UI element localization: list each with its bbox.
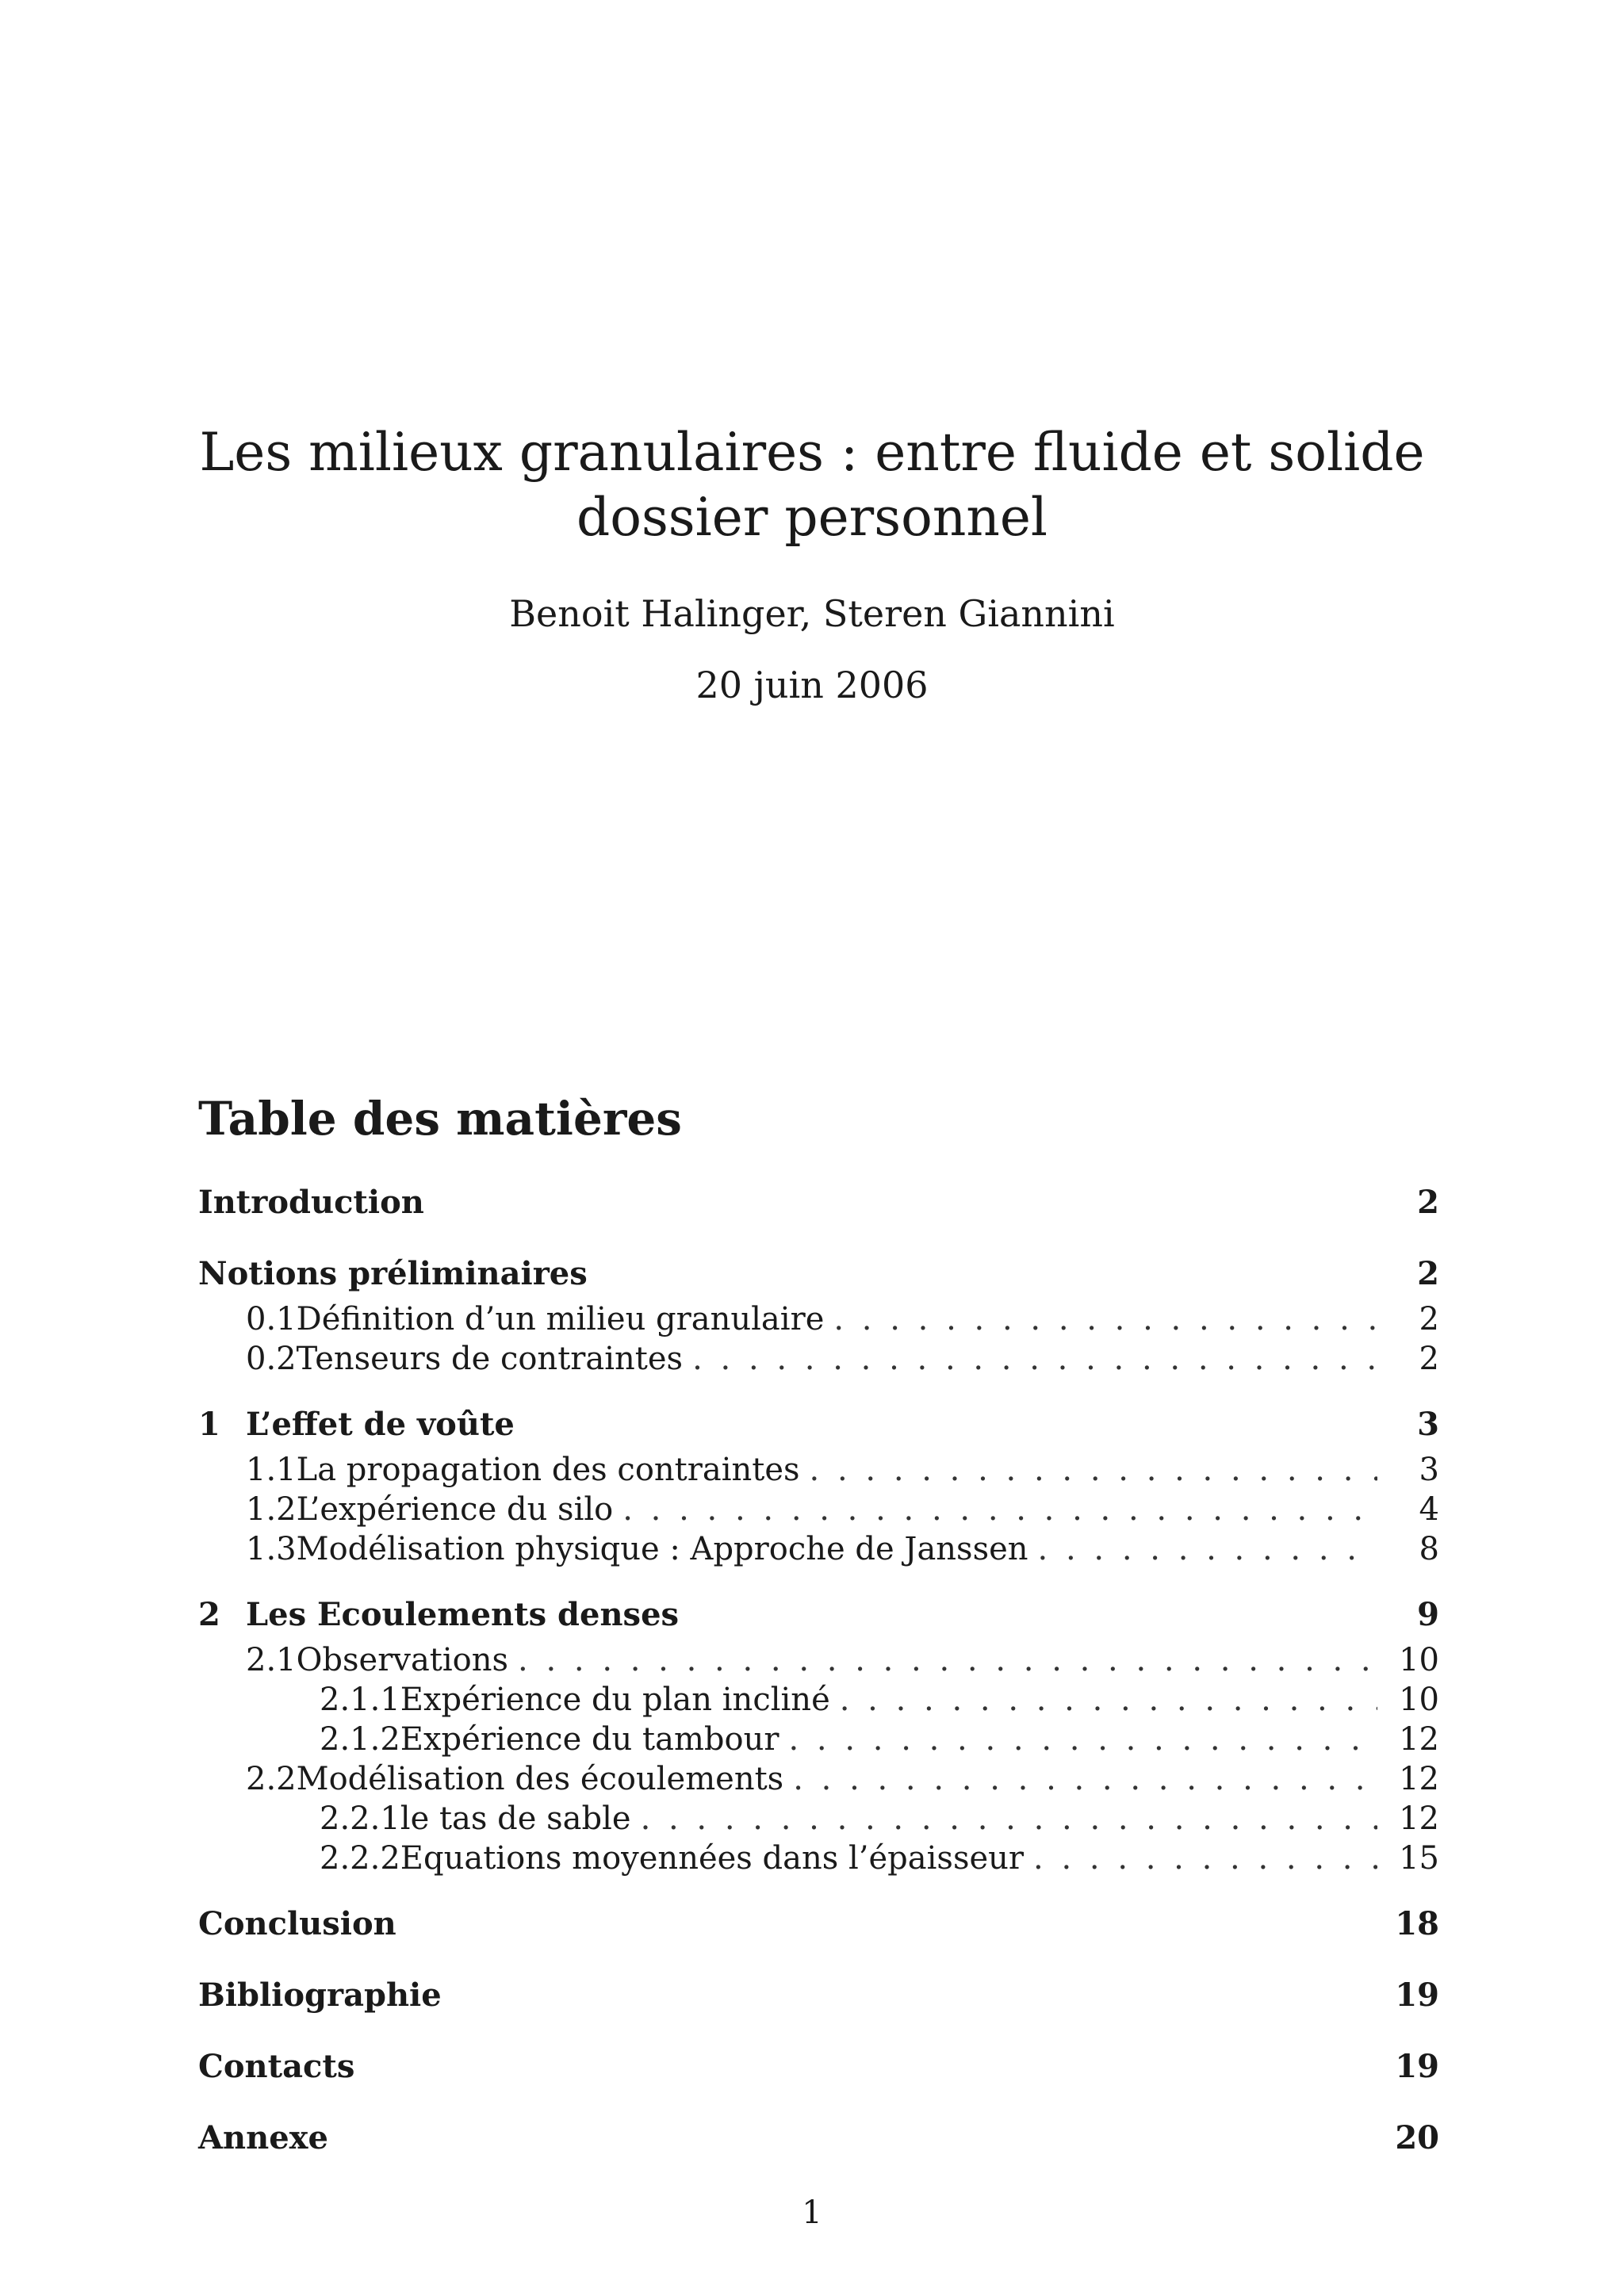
toc-entry-sec[interactable] xyxy=(198,1299,1439,1339)
toc-entry-number: 1.2 xyxy=(246,1491,297,1528)
toc-entry-number: 1.1 xyxy=(246,1452,297,1488)
page-number: 1 xyxy=(802,2195,822,2231)
toc-leader-dots xyxy=(622,1490,1377,1529)
toc-entry-page: 10 xyxy=(1399,1642,1439,1678)
toc-entry-page: 2 xyxy=(1417,1184,1439,1221)
toc-entry-page: 15 xyxy=(1399,1840,1439,1877)
toc-entry-label: Modélisation des écoulements xyxy=(296,1761,784,1797)
toc-entry-page: 19 xyxy=(1395,1976,1439,2014)
toc-leader-dots xyxy=(833,1299,1377,1339)
toc-entry-label: Tenseurs de contraintes xyxy=(296,1341,684,1377)
toc-entry-number: 2 xyxy=(198,1596,220,1633)
toc-entry-chapter[interactable] xyxy=(198,1970,1439,2021)
toc-entry-page: 19 xyxy=(1395,2048,1439,2085)
toc-entry-number: 1 xyxy=(198,1406,220,1443)
date: 20 juin 2006 xyxy=(695,664,929,706)
toc-entry-page: 12 xyxy=(1399,1721,1439,1758)
toc-entry-page: 12 xyxy=(1399,1800,1439,1837)
toc-entry-number: 0.2 xyxy=(246,1341,297,1377)
toc-entry-sec[interactable] xyxy=(198,1759,1439,1799)
toc-entry-chapter[interactable] xyxy=(198,1590,1439,1640)
toc-leader-dots xyxy=(840,1680,1377,1720)
document-title: Les milieux granulaires : entre fluide et solide xyxy=(199,422,1425,483)
toc-entry-chapter[interactable] xyxy=(198,2113,1439,2164)
toc-leader-dots xyxy=(1038,1529,1377,1569)
toc-entry-page: 2 xyxy=(1419,1341,1439,1377)
toc-entry-label: Expérience du tambour xyxy=(400,1721,779,1758)
toc-entry-chapter[interactable] xyxy=(198,1899,1439,1950)
toc-entry-subsec[interactable] xyxy=(198,1720,1439,1759)
toc-entry-sec[interactable] xyxy=(198,1640,1439,1680)
authors: Benoit Halinger, Steren Giannini xyxy=(509,592,1115,635)
toc-entry-label: Annexe xyxy=(198,2119,328,2156)
toc-entry-page: 3 xyxy=(1419,1452,1439,1488)
toc-entry-chapter[interactable] xyxy=(198,1177,1439,1228)
toc-entry-page: 8 xyxy=(1419,1531,1439,1567)
toc-entry-label: Observations xyxy=(296,1642,509,1678)
toc-entry-label: Modélisation physique : Approche de Janssen xyxy=(296,1531,1028,1567)
toc-entry-subsec[interactable] xyxy=(198,1799,1439,1839)
toc-entry-page: 4 xyxy=(1419,1491,1439,1528)
toc-entry-sec[interactable] xyxy=(198,1450,1439,1490)
toc-entry-number: 2.2.1 xyxy=(320,1800,400,1837)
toc-entry-sec[interactable] xyxy=(198,1529,1439,1569)
toc-entry-page: 12 xyxy=(1399,1761,1439,1797)
toc-entry-label: Introduction xyxy=(198,1184,424,1221)
toc-entry-page: 3 xyxy=(1417,1406,1439,1443)
toc-entry-label: Contacts xyxy=(198,2048,355,2085)
toc-entry-page: 10 xyxy=(1399,1682,1439,1718)
toc-entry-sec[interactable] xyxy=(198,1339,1439,1379)
toc-entry-number: 1.3 xyxy=(246,1531,297,1567)
toc-leader-dots xyxy=(793,1759,1377,1799)
toc-entry-label: le tas de sable xyxy=(400,1800,631,1837)
toc-leader-dots xyxy=(518,1640,1377,1680)
toc-entry-label: La propagation des contraintes xyxy=(296,1452,800,1488)
toc-entry-number: 2.1.2 xyxy=(320,1721,400,1758)
toc-entry-label: Conclusion xyxy=(198,1905,396,1942)
toc-leader-dots xyxy=(641,1799,1377,1839)
toc-entry-number: 2.2 xyxy=(246,1761,297,1797)
toc-entry-page: 2 xyxy=(1417,1255,1439,1292)
toc-leader-dots xyxy=(788,1720,1377,1759)
toc-entry-sec[interactable] xyxy=(198,1490,1439,1529)
toc-entry-number: 2.1.1 xyxy=(320,1682,400,1718)
toc-entry-label: Les Ecoulements denses xyxy=(246,1596,680,1633)
toc-entry-page: 18 xyxy=(1395,1905,1439,1942)
table-of-contents xyxy=(198,1082,1439,2164)
toc-leader-dots xyxy=(1033,1839,1377,1878)
toc-entry-label: Bibliographie xyxy=(198,1976,442,2014)
toc-leader-dots xyxy=(692,1339,1377,1379)
toc-entry-page: 2 xyxy=(1419,1301,1439,1337)
toc-leader-dots xyxy=(810,1450,1377,1490)
toc-entry-chapter[interactable] xyxy=(198,2042,1439,2092)
toc-entry-page: 20 xyxy=(1395,2119,1439,2156)
document-subtitle: dossier personnel xyxy=(576,487,1048,548)
toc-entry-label: Expérience du plan incliné xyxy=(400,1682,830,1718)
toc-entry-subsec[interactable] xyxy=(198,1680,1439,1720)
toc-entry-label: Notions préliminaires xyxy=(198,1255,588,1292)
toc-entry-number: 2.2.2 xyxy=(320,1840,400,1877)
toc-heading: Table des matières xyxy=(198,1092,682,1146)
toc-entry-page: 9 xyxy=(1417,1596,1439,1633)
toc-entry-chapter[interactable] xyxy=(198,1249,1439,1299)
toc-entries xyxy=(198,1177,1439,2164)
toc-entry-chapter[interactable] xyxy=(198,1399,1439,1450)
toc-entry-number: 0.1 xyxy=(246,1301,297,1337)
toc-entry-label: Définition d’un milieu granulaire xyxy=(296,1301,825,1337)
toc-entry-label: Equations moyennées dans l’épaisseur xyxy=(400,1840,1025,1877)
toc-entry-label: L’expérience du silo xyxy=(296,1491,614,1528)
toc-entry-number: 2.1 xyxy=(246,1642,297,1678)
title-block xyxy=(0,420,1624,707)
toc-entry-subsec[interactable] xyxy=(198,1839,1439,1878)
toc-entry-label: L’effet de voûte xyxy=(246,1406,515,1443)
